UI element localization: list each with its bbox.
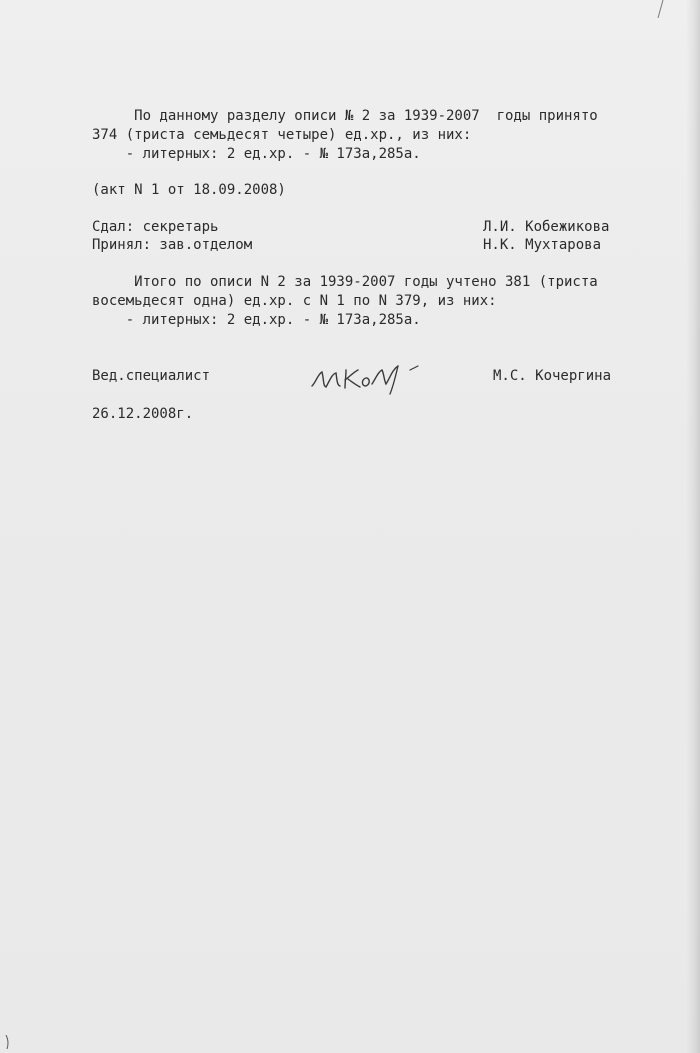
paragraph2-line2: восемьдесят одна) ед.хр. с N 1 по N 379, из них: (92, 293, 497, 309)
handover-gave-name: Л.И. Кобежикова (483, 219, 610, 235)
document-date: 26.12.2008г. (92, 406, 194, 422)
corner-scratch-icon (4, 1035, 14, 1049)
margin-scratch-icon (654, 0, 666, 18)
handover-gave-role: Сдал: секретарь (92, 219, 219, 235)
paragraph1-line2: 374 (триста семьдесят четыре) ед.хр., из них: (92, 127, 472, 143)
paragraph2-line3: - литерных: 2 ед.хр. - № 173а,285а. (92, 312, 421, 328)
act-reference: (акт N 1 от 18.09.2008) (92, 182, 286, 198)
handwritten-signature-icon (306, 360, 426, 396)
paragraph2-line1: Итого по описи N 2 за 1939-2007 годы учтено 381 (триста (92, 274, 598, 290)
signoff-name: М.С. Кочергина (493, 368, 612, 384)
paragraph1-line3: - литерных: 2 ед.хр. - № 173а,285а. (92, 146, 421, 162)
handover-received-name: Н.К. Мухтарова (483, 237, 602, 253)
paragraph1-line1: По данному разделу описи № 2 за 1939-2007 годы принято (92, 108, 598, 124)
handover-received-role: Принял: зав.отделом (92, 237, 253, 253)
signoff-role: Вед.специалист (92, 368, 211, 384)
page-edge-shadow (686, 0, 700, 1053)
